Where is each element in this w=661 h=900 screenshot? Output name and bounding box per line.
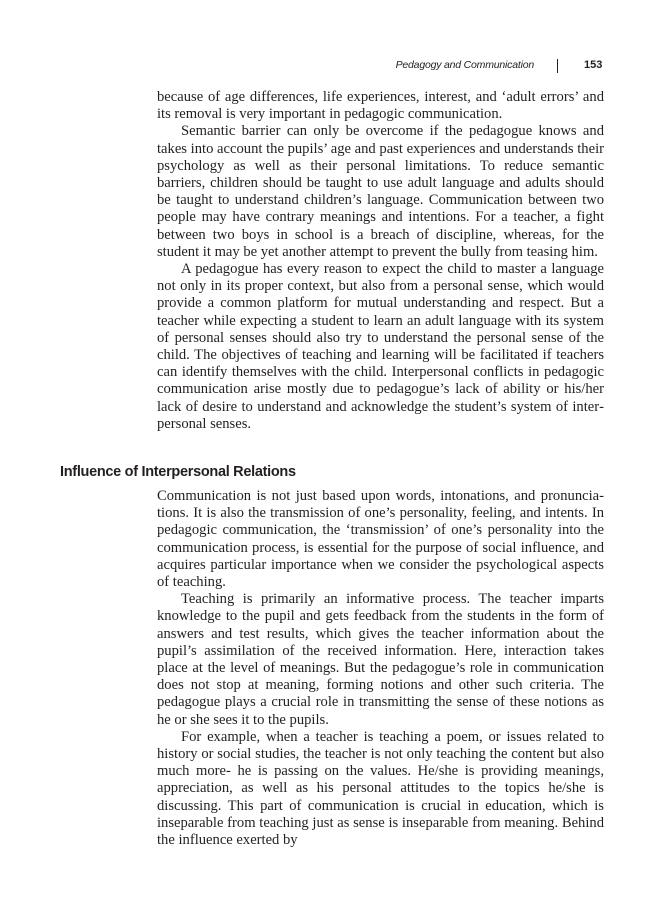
paragraph: Communication is not just based upon words, intonations, and pronunciations. It is also the transmission of one’s personality, feeling, and intents. In pedagogic communication, the ‘transmission’ of one’s personality into the communication process, is essential for the purpose of social influence, and acquires particular importance when we consider the psychological aspects of teaching. — [157, 488, 604, 591]
header-divider — [557, 59, 558, 73]
running-title: Pedagogy and Communication — [395, 59, 534, 71]
paragraph: A pedagogue has every reason to expect the child to master a language not only in its proper context, but also from a personal sense, which would provide a common platform for mutual understanding and respect. But a teacher while expecting a student to learn an adult language with its system of personal senses should also try to understand the personal sense of the child. The objectives of teaching and learning will be facilitated if teachers can identify themselves with the child. Interpersonal conflicts in pedagogic communication arise mostly due to pedagogue’s lack of ability or his/her lack of desire to understand and acknowledge the student’s system of interpersonal senses. — [157, 261, 604, 432]
page-header — [0, 59, 661, 75]
paragraph: For example, when a teacher is teaching a poem, or issues related to history or social studies, the teacher is not only teaching the content but also much more- he is passing on the values. He/she is providing meanings, appreciation, as well as his personal attitudes to the topics he/she is discussing. This part of communication is crucial in education, which is inseparable from teaching just as sense is inseparable from meaning. Behind the influence exerted by — [157, 728, 604, 849]
section-heading: Influence of Interpersonal Relations — [60, 464, 296, 480]
paragraph: Teaching is primarily an informative process. The teacher imparts knowledge to the pupil and gets feedback from the students in the form of answers and test results, which gives the teacher information about the pupil’s assimilation of the received information. Here, interaction takes place at the level of meanings. But the pedagogue’s role in communication does not stop at meaning, forming notions and other such criteria. The pedagogue plays a crucial role in transmitting the sense of these notions as he or she sees it to the pupils. — [157, 591, 604, 728]
page-number: 153 — [584, 59, 603, 71]
body-text-block-2 — [157, 488, 604, 849]
paragraph: because of age differences, life experiences, interest, and ‘adult errors’ and its removal is very important in pedagogic communication. — [157, 89, 604, 123]
paragraph: Semantic barrier can only be overcome if the pedagogue knows and takes into account the pupils’ age and past experiences and understands their psychology as well as their personal limitations. To reduce semantic barriers, children should be taught to use adult language and adults should be taught to understand children’s language. Communication between two people may have contrary meanings and intentions. For a teacher, a fight between two boys in school is a breach of discipline, whereas, for the student it may be yet another attempt to prevent the bully from teasing him. — [157, 123, 604, 260]
body-text-block-1 — [157, 89, 604, 433]
